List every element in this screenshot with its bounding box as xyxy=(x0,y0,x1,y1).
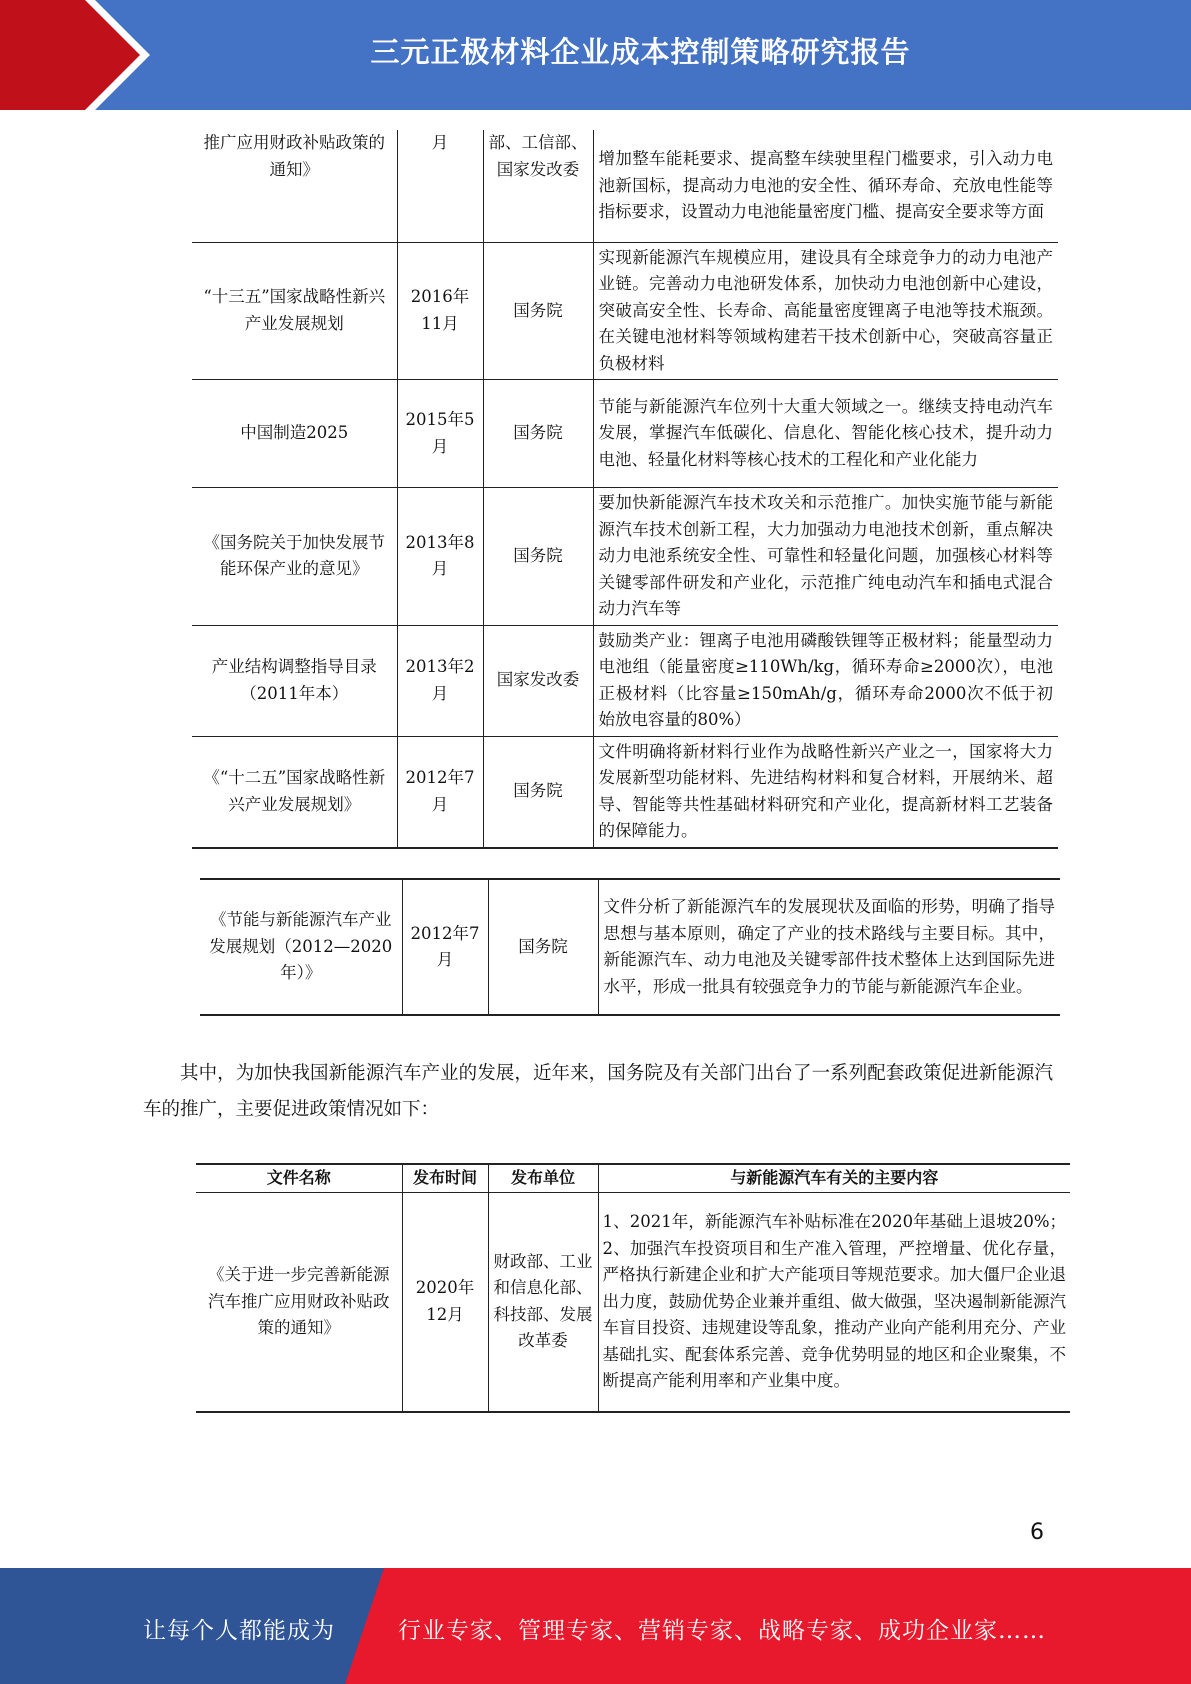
column-header: 发布单位 xyxy=(488,1164,598,1192)
page-footer xyxy=(0,1568,1191,1684)
policy-issuer: 国务院 xyxy=(483,736,593,848)
policy-name: 《国务院关于加快发展节能环保产业的意见》 xyxy=(192,488,397,626)
policy-name: 中国制造2025 xyxy=(192,380,397,488)
table-row xyxy=(192,380,1058,488)
body-paragraph: 其中，为加快我国新能源汽车产业的发展，近年来，国务院及有关部门出台了一系列配套政策促进新能源汽车的推广，主要促进政策情况如下： xyxy=(143,1063,1053,1120)
policy-issuer: 国务院 xyxy=(483,242,593,380)
page-number: 6 xyxy=(1030,1520,1044,1545)
policy-table-continued xyxy=(192,130,1058,849)
report-title: 三元正极材料企业成本控制策略研究报告 xyxy=(370,35,911,69)
table-row xyxy=(192,488,1058,626)
policy-name: 《关于进一步完善新能源汽车推广应用财政补贴政策的通知》 xyxy=(196,1192,402,1412)
footer-slogan-left: 让每个人都能成为 xyxy=(143,1618,335,1644)
table-row xyxy=(192,736,1058,848)
policy-name: 《节能与新能源汽车产业发展规划（2012—2020年）》 xyxy=(200,879,402,1015)
policy-issuer: 国家发改委 xyxy=(483,625,593,736)
policy-date: 2020年12月 xyxy=(402,1192,488,1412)
policy-content: 文件明确将新材料行业作为战略性新兴产业之一，国家将大力发展新型功能材料、先进结构材料和复合材料，开展纳米、超导、智能等共性基础材料研究和产业化，提高新材料工艺装备的保障能力。 xyxy=(593,736,1058,848)
table-row xyxy=(196,1192,1070,1412)
column-header: 文件名称 xyxy=(196,1164,402,1192)
policy-date: 2016年11月 xyxy=(397,242,483,380)
column-header: 发布时间 xyxy=(402,1164,488,1192)
promotion-policy-table xyxy=(196,1163,1070,1413)
policy-issuer: 部、工信部、国家发改委 xyxy=(483,130,593,242)
policy-content: 增加整车能耗要求、提高整车续驶里程门槛要求，引入动力电池新国标，提高动力电池的安全性、循环寿命、充放电性能等指标要求，设置动力电池能量密度门槛、提高安全要求等方面 xyxy=(593,130,1058,242)
policy-issuer: 国务院 xyxy=(483,488,593,626)
policy-name: 推广应用财政补贴政策的通知》 xyxy=(192,130,397,242)
policy-name: 《“十二五”国家战略性新兴产业发展规划》 xyxy=(192,736,397,848)
table-row xyxy=(192,242,1058,380)
policy-date: 2012年7月 xyxy=(402,879,488,1015)
page-header xyxy=(0,0,1191,110)
policy-content: 节能与新能源汽车位列十大重大领域之一。继续支持电动汽车发展，掌握汽车低碳化、信息化、智能化核心技术，提升动力电池、轻量化材料等核心技术的工程化和产业化能力 xyxy=(593,380,1058,488)
table-row xyxy=(200,879,1060,1015)
policy-content: 要加快新能源汽车技术攻关和示范推广。加快实施节能与新能源汽车技术创新工程，大力加强动力电池技术创新，重点解决动力电池系统安全性、可靠性和轻量化问题，加强核心材料等关键零部件研发和产业化，示范推广纯电动汽车和插电式混合动力汽车等 xyxy=(593,488,1058,626)
policy-content: 鼓励类产业：锂离子电池用磷酸铁锂等正极材料；能量型动力电池组（能量密度≥110Wh/kg，循环寿命≥2000次），电池正极材料（比容量≥150mAh/g，循环寿命2000次不低于初始放电容量的80%） xyxy=(593,625,1058,736)
policy-date: 2012年7月 xyxy=(397,736,483,848)
policy-name: “十三五”国家战略性新兴产业发展规划 xyxy=(192,242,397,380)
policy-date: 月 xyxy=(397,130,483,242)
policy-date: 2015年5月 xyxy=(397,380,483,488)
table-header-row xyxy=(196,1164,1070,1192)
policy-content: 实现新能源汽车规模应用，建设具有全球竞争力的动力电池产业链。完善动力电池研发体系，加快动力电池创新中心建设，突破高安全性、长寿命、高能量密度锂离子电池等技术瓶颈。在关键电池材料等领域构建若干技术创新中心，突破高容量正负极材料 xyxy=(593,242,1058,380)
table-row xyxy=(192,130,1058,242)
policy-issuer: 国务院 xyxy=(483,380,593,488)
policy-issuer: 财政部、工业和信息化部、科技部、发展改革委 xyxy=(488,1192,598,1412)
column-header: 与新能源汽车有关的主要内容 xyxy=(598,1164,1070,1192)
policy-name: 产业结构调整指导目录（2011年本） xyxy=(192,625,397,736)
policy-issuer: 国务院 xyxy=(488,879,598,1015)
policy-date: 2013年8月 xyxy=(397,488,483,626)
policy-table-extra xyxy=(200,878,1060,1016)
footer-slogan-right: 行业专家、管理专家、营销专家、战略专家、成功企业家…… xyxy=(398,1618,1046,1644)
policy-content: 1、2021年，新能源汽车补贴标准在2020年基础上退坡20%；2、加强汽车投资项目和生产准入管理，严控增量、优化存量，严格执行新建企业和扩大产能项目等规范要求。加大僵尸企业退出力度，鼓励优势企业兼并重组、做大做强，坚决遏制新能源汽车盲目投资、违规建设等乱象，推动产业向产能利用充分、产业基础扎实、配套体系完善、竞争优势明显的地区和企业聚集，不断提高产能利用率和产业集中度。 xyxy=(598,1192,1070,1412)
policy-date: 2013年2月 xyxy=(397,625,483,736)
policy-content: 文件分析了新能源汽车的发展现状及面临的形势，明确了指导思想与基本原则，确定了产业的技术路线与主要目标。其中，新能源汽车、动力电池及关键零部件技术整体上达到国际先进水平，形成一批具有较强竞争力的节能与新能源汽车企业。 xyxy=(598,879,1060,1015)
table-row xyxy=(192,625,1058,736)
